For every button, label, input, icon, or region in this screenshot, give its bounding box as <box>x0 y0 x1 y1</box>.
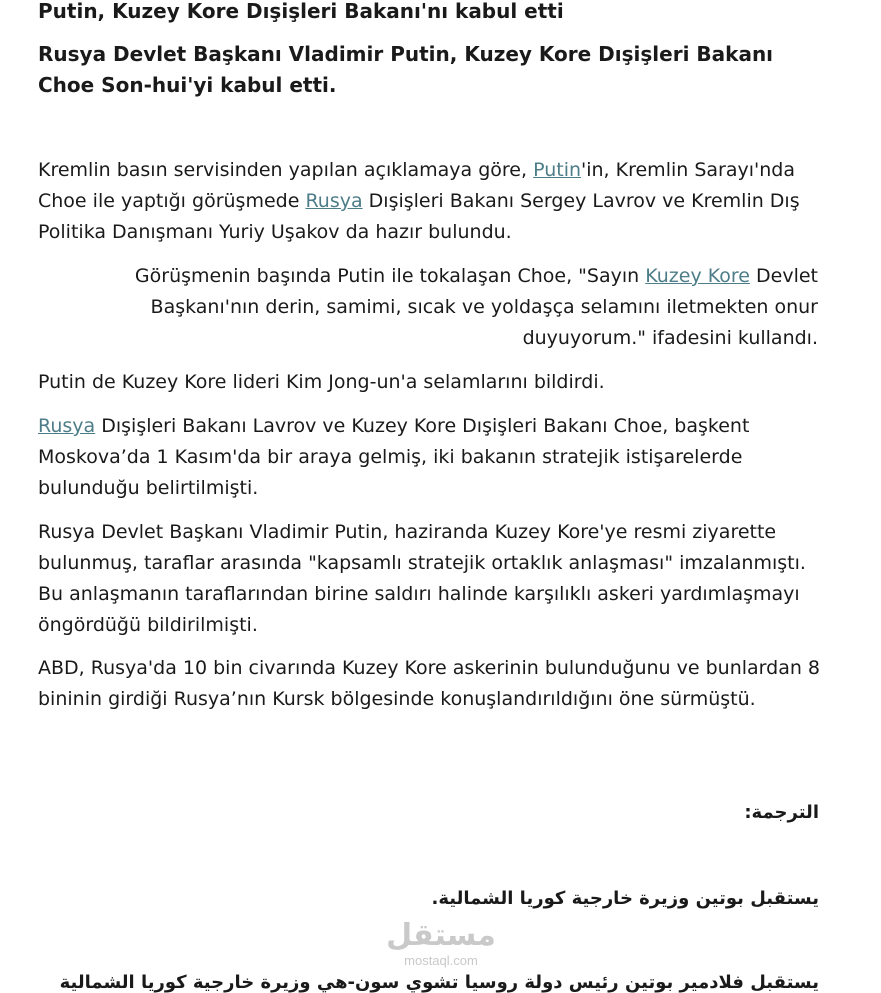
link-putin[interactable]: Putin <box>533 159 582 181</box>
paragraph-text: Devlet Başkanı'nın derin, samimi, sıcak ve yoldaşça selamını iletmekten onur duyuyorum." ifadesini kullandı. <box>150 265 818 349</box>
link-rusya-2[interactable]: Rusya <box>38 415 96 437</box>
paragraph-text: Dışişleri Bakanı Lavrov ve Kuzey Kore Dışişleri Bakanı Choe, başkent Moskova’da 1 Kasım'da bir araya gelmiş, iki bakanın stratejik istişarelerde bulunduğu belirtilmişti. <box>38 415 750 499</box>
link-kuzey-kore[interactable]: Kuzey Kore <box>645 265 750 287</box>
paragraph-3: Putin de Kuzey Kore lideri Kim Jong-un'a selamlarını bildirdi. <box>38 371 605 393</box>
watermark-latin: mostaql.com <box>404 953 478 968</box>
paragraph-6: ABD, Rusya'da 10 bin civarında Kuzey Kore askerinin bulunduğunu ve bunlardan 8 bininin girdiği Rusya’nın Kursk bölgesinde konuşlandırıldığını öne sürmüştü. <box>38 657 821 710</box>
paragraph-4 <box>38 411 820 504</box>
watermark-arabic: مستقل <box>386 918 496 953</box>
paragraph-1 <box>38 155 820 248</box>
translation-heading: الترجمة: <box>744 802 819 823</box>
paragraph-5: Rusya Devlet Başkanı Vladimir Putin, haziranda Kuzey Kore'ye resmi ziyarette bulunmuş, taraflar arasında "kapsamlı stratejik ortaklık anlaşması" imzalanmıştı. Bu anlaşmanın taraflarından birine saldırı halinde karşılıklı askeri yardımlaşmayı öngördüğü bildirilmişti. <box>38 521 806 636</box>
translation-subtitle: يستقبل فلادمير بوتين رئيس دولة روسيا تشوي سون-هي وزيرة خارجية كوريا الشمالية <box>59 972 819 993</box>
article-subtitle: Rusya Devlet Başkanı Vladimir Putin, Kuzey Kore Dışişleri Bakanı Choe Son-hui'yi kabul etti. <box>38 42 774 97</box>
article-title: Putin, Kuzey Kore Dışişleri Bakanı'nı kabul etti <box>38 0 564 23</box>
paragraph-text: 'in, Kremlin Sarayı'nda Choe ile yaptığı görüşmede <box>38 159 795 212</box>
translation-title: يستقبل بوتين وزيرة خارجية كوريا الشمالية. <box>431 888 819 909</box>
mostaql-watermark <box>385 918 497 968</box>
paragraph-text: Dışişleri Bakanı Sergey Lavrov ve Kremlin Dış Politika Danışmanı Yuriy Uşakov da hazır bulundu. <box>38 190 800 243</box>
paragraph-text: Görüşmenin başında Putin ile tokalaşan Choe, "Sayın <box>134 265 646 287</box>
paragraph-2-quote <box>38 261 818 354</box>
paragraph-text: Kremlin basın servisinden yapılan açıklamaya göre, <box>38 159 534 181</box>
link-rusya[interactable]: Rusya <box>305 190 363 212</box>
